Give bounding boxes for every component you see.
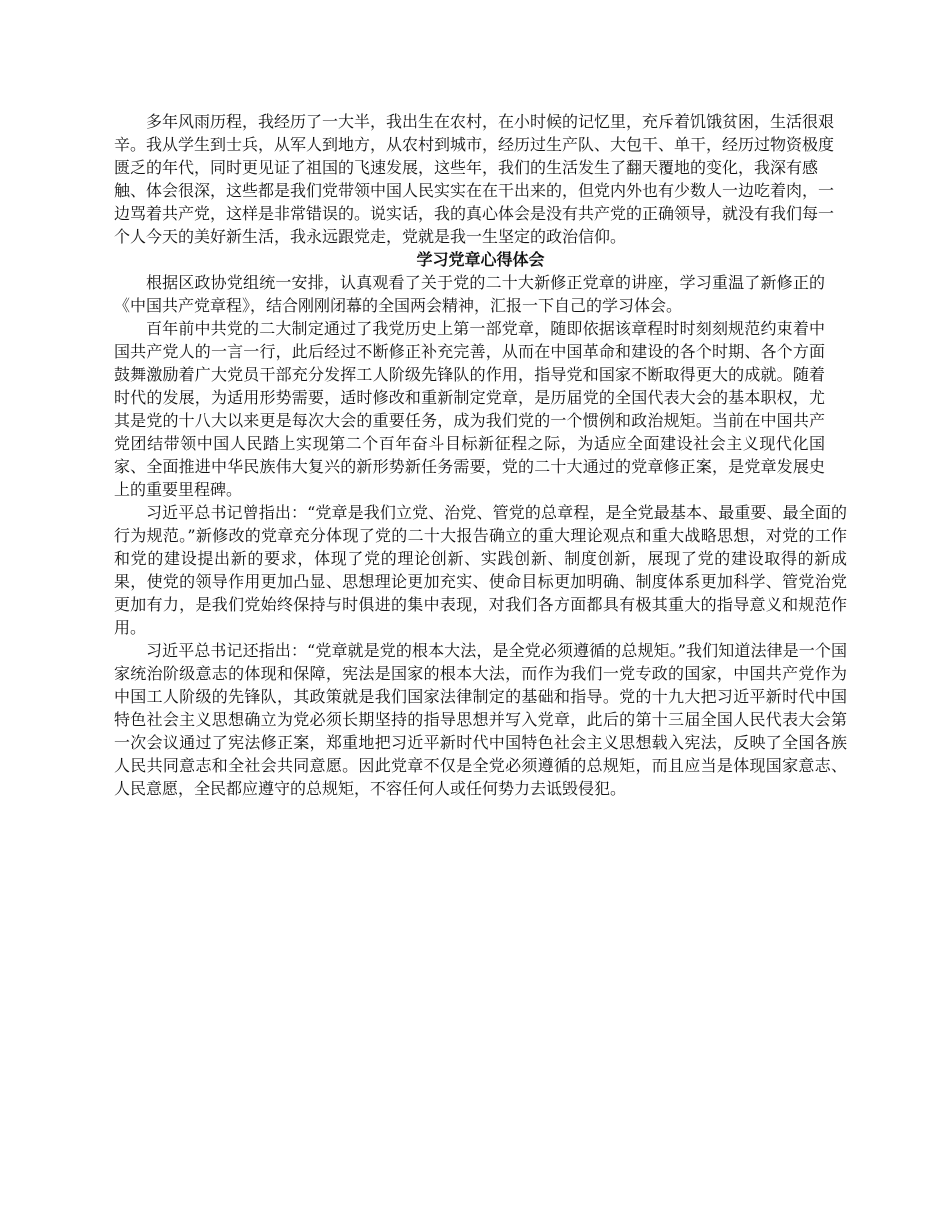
body-paragraph-2: 百年前中共党的二大制定通过了我党历史上第一部党章，随即依据该章程时时刻刻规范约束着中国共产党人的一言一行，此后经过不断修正补充完善，从而在中国革命和建设的各个时期、各个方面鼓舞激励着广大党员干部充分发挥工人阶级先锋队的作用，指导党和国家不断取得更大的成就。随着时代的发展，为适用形势需要，适时修改和重新制定党章，是历届党的全国代表大会的基本职权，尤其是党的十八大以来更是每次大会的重要任务，成为我们党的一个惯例和政治规矩。当前在中国共产党团结带领中国人民踏上实现第二个百年奋斗目标新征程之际，为适应全面建设社会主义现代化国家、全面推进中华民族伟大复兴的新形势新任务需要，党的二十大通过的党章修正案，是党章发展史上的重要里程碑。 [114, 319, 825, 499]
intro-paragraph: 多年风雨历程，我经历了一大半，我出生在农村，在小时候的记忆里，充斥着饥饿贫困，生活很艰辛。我从学生到士兵，从军人到地方，从农村到城市，经历过生产队、大包干、单干，经历过物资极度匮乏的年代，同时更见证了祖国的飞速发展，这些年，我们的生活发生了翻天覆地的变化，我深有感触、体会很深，这些都是我们党带领中国人民实实在在干出来的，但党内外也有少数人一边吃着肉，一边骂着共产党，这样是非常错误的。说实话，我的真心体会是没有共产党的正确领导，就没有我们每一个人今天的美好新生活，我永远跟党走，党就是我一生坚定的政治信仰。 [114, 112, 835, 246]
body-paragraph-1: 根据区政协党组统一安排，认真观看了关于党的二十大新修正党章的讲座，学习重温了新修正的《中国共产党章程》，结合刚刚闭幕的全国两会精神，汇报一下自己的学习体会。 [114, 273, 825, 315]
body-paragraph-3: 习近平总书记曾指出：“党章是我们立党、治党、管党的总章程，是全党最基本、最重要、最全面的行为规范。”新修改的党章充分体现了党的二十大报告确立的重大理论观点和重大战略思想，对党的工作和党的建设提出新的要求，体现了党的理论创新、实践创新、制度创新，展现了党的建设取得的新成果，使党的领导作用更加凸显、思想理论更加充实、使命目标更加明确、制度体系更加科学、管党治党更加有力，是我们党始终保持与时俱进的集中表现，对我们各方面都具有极其重大的指导意义和规范作用。 [114, 503, 847, 637]
body-paragraph-4: 习近平总书记还指出：“党章就是党的根本大法，是全党必须遵循的总规矩。”我们知道法律是一个国家统治阶级意志的体现和保障，宪法是国家的根本大法，而作为我们一党专政的国家，中国共产党作为中国工人阶级的先锋队，其政策就是我们国家法律制定的基础和指导。党的十九大把习近平新时代中国特色社会主义思想确立为党必须长期坚持的指导思想并写入党章，此后的第十三届全国人民代表大会第一次会议通过了宪法修正案，郑重地把习近平新时代中国特色社会主义思想载入宪法，反映了全国各族人民共同意志和全社会共同意愿。因此党章不仅是全党必须遵循的总规矩，而且应当是体现国家意志、人民意愿，全民都应遵守的总规矩，不容任何人或任何势力去诋毁侵犯。 [114, 641, 847, 798]
document-title: 学习党章心得体会 [416, 250, 545, 269]
document-page [114, 110, 847, 800]
